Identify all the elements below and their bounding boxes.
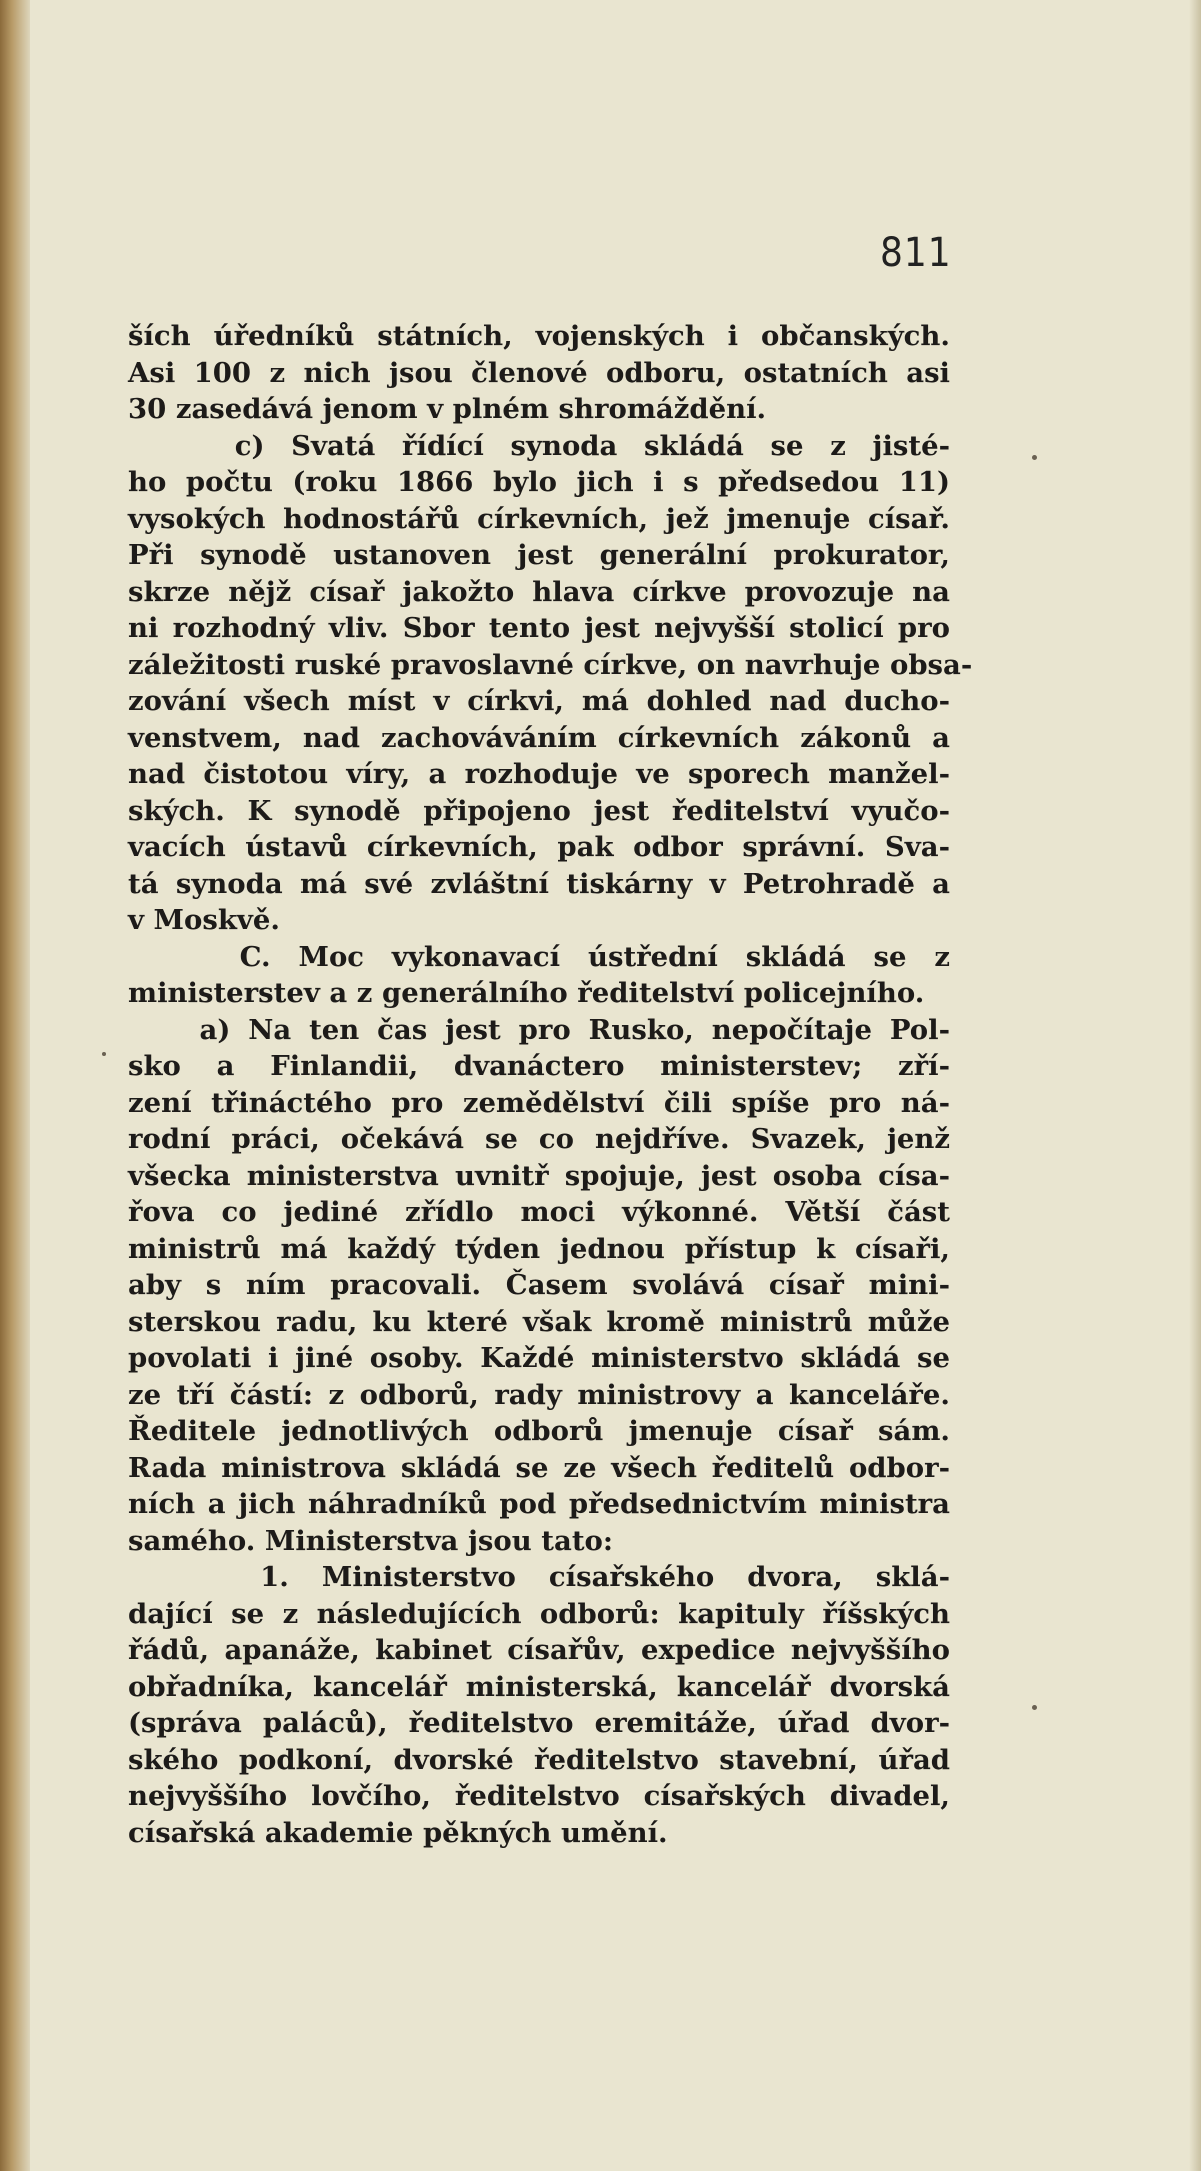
text-line: záležitosti ruské pravoslavné církve, on navrhuje obsa-	[128, 648, 973, 681]
text-line: ze tří částí: z odborů, rady ministrovy a kanceláře.	[128, 1378, 950, 1411]
text-line: 1. Ministerstvo císařského dvora, sklá-	[128, 1561, 950, 1593]
text-line: řova co jediné zřídlo moci výkonné. Větší část	[128, 1196, 950, 1228]
text-line: 30 zasedává jenom v plném shromáždění.	[128, 393, 767, 425]
text-line: zování všech míst v církvi, má dohled nad ducho-	[128, 685, 950, 717]
text-line: ni rozhodný vliv. Sbor tento jest nejvyšší stolicí pro	[128, 612, 950, 644]
paper-speck	[102, 1052, 106, 1056]
text-line: nad čistotou víry, a rozhoduje ve sporech manžel-	[128, 758, 950, 790]
page-right-edge	[1189, 0, 1201, 2171]
text-line: C. Moc vykonavací ústřední skládá se z	[128, 940, 950, 973]
body-text	[128, 318, 973, 1851]
text-line: zení třináctého pro zemědělství čili spíše pro ná-	[128, 1086, 950, 1119]
text-line: ských. K synodě připojeno jest ředitelství vyučo-	[128, 794, 950, 827]
text-line: ních a jich náhradníků pod předsednictvím ministra	[128, 1488, 950, 1520]
text-line: všecka ministerstva uvnitř spojuje, jest osoba císa-	[128, 1159, 950, 1192]
text-line: skrze nějž císař jakožto hlava církve provozuje na	[128, 575, 950, 608]
text-line: obřadníka, kancelář ministerská, kancelář dvorská	[128, 1670, 950, 1703]
text-line: ších úředníků státních, vojenských i občanských.	[128, 320, 950, 352]
text-line: c) Svatá řídící synoda skládá se z jisté-	[128, 429, 950, 462]
text-line: ho počtu (roku 1866 bylo jich i s předsedou 11)	[128, 466, 950, 498]
text-line: ského podkoní, dvorské ředitelstvo stavební, úřad	[128, 1743, 950, 1776]
text-line: Ředitele jednotlivých odborů jmenuje císař sám.	[128, 1415, 950, 1447]
text-line: ministerstev a z generálního ředitelství policejního.	[128, 977, 925, 1009]
text-line: aby s ním pracovali. Časem svolává císař mini-	[128, 1269, 950, 1301]
text-line: dající se z následujících odborů: kapituly říšských	[128, 1597, 950, 1630]
text-line: řádů, apanáže, kabinet císařův, expedice nejvyššího	[128, 1634, 950, 1666]
text-line: (správa paláců), ředitelstvo eremitáže, úřad dvor-	[128, 1707, 950, 1739]
text-line: sko a Finlandii, dvanáctero ministerstev; zří-	[128, 1050, 950, 1082]
page-number: 811	[880, 230, 952, 276]
text-line: rodní práci, očekává se co nejdříve. Svazek, jenž	[128, 1123, 950, 1155]
text-line: tá synoda má své zvláštní tiskárny v Petrohradě a	[128, 867, 950, 900]
text-line: a) Na ten čas jest pro Rusko, nepočítaje Pol-	[128, 1013, 950, 1046]
text-line: nejvyššího lovčího, ředitelstvo císařských divadel,	[128, 1780, 950, 1812]
text-line: Asi 100 z nich jsou členové odboru, ostatních asi	[128, 356, 950, 389]
text-line: Při synodě ustanoven jest generální prokurator,	[128, 539, 950, 571]
text-line: v Moskvě.	[128, 904, 280, 936]
text-line: Rada ministrova skládá se ze všech ředitelů odbor-	[128, 1451, 950, 1484]
text-line: povolati i jiné osoby. Každé ministerstvo skládá se	[128, 1342, 950, 1374]
text-line: vysokých hodnostářů církevních, jež jmenuje císař.	[128, 502, 950, 535]
text-line: samého. Ministerstva jsou tato:	[128, 1524, 614, 1557]
text-line: venstvem, nad zachováváním církevních zákonů a	[128, 721, 950, 754]
paper-speck	[1032, 455, 1037, 460]
paper-speck	[1032, 1705, 1037, 1710]
text-line: sterskou radu, ku které však kromě ministrů může	[128, 1305, 950, 1338]
text-line: vacích ústavů církevních, pak odbor správní. Sva-	[128, 831, 950, 863]
text-line: císařská akademie pěkných umění.	[128, 1816, 668, 1849]
page-binding-edge	[0, 0, 30, 2171]
text-line: ministrů má každý týden jednou přístup k císaři,	[128, 1232, 950, 1265]
